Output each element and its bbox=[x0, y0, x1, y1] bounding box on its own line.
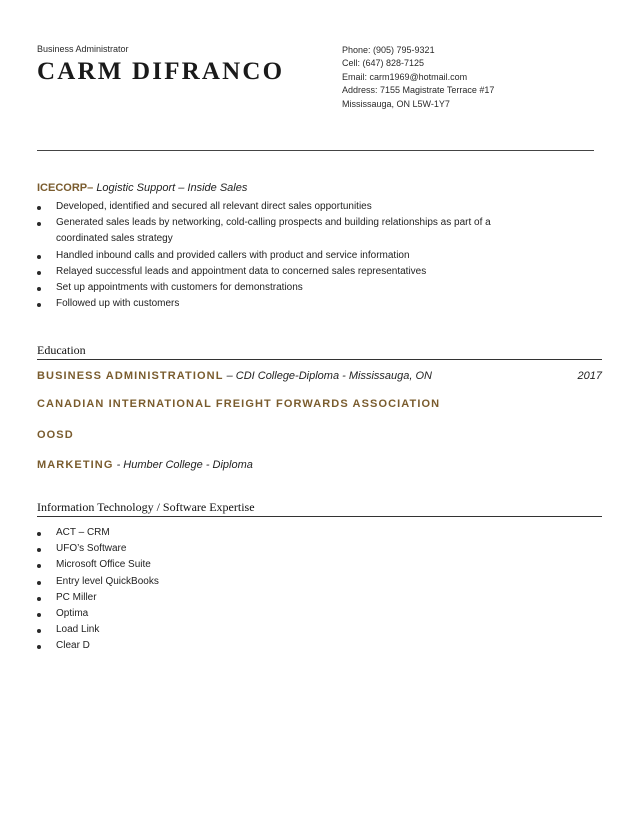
list-item bbox=[37, 638, 337, 654]
education-program: OOSD bbox=[37, 429, 74, 441]
job-subtitle: Business Administrator bbox=[37, 44, 129, 54]
contact-city: Mississauga, ON L5W-1Y7 bbox=[342, 98, 450, 109]
skill-text: Optima bbox=[56, 608, 89, 620]
bullet-icon bbox=[37, 613, 41, 617]
education-item bbox=[37, 370, 602, 382]
education-program: CANADIAN INTERNATIONAL FREIGHT FORWARDS ASSOCIATION bbox=[37, 398, 441, 410]
bullet-icon bbox=[37, 532, 41, 536]
bullet-icon bbox=[37, 222, 41, 226]
list-item bbox=[37, 525, 337, 541]
list-item bbox=[37, 574, 337, 590]
bullet-icon bbox=[37, 287, 41, 291]
bullet-icon bbox=[37, 564, 41, 568]
bullet-text: Relayed successful leads and appointment data to concerned sales representatives bbox=[56, 265, 427, 277]
contact-email: Email: carm1969@hotmail.com bbox=[342, 71, 468, 82]
list-item bbox=[37, 215, 537, 247]
education-program: MARKETING bbox=[37, 459, 114, 471]
contact-address: Address: 7155 Magistrate Terrace #17 bbox=[342, 85, 495, 96]
education-detail: – CDI College-Diploma - Mississauga, ON bbox=[223, 370, 432, 382]
skill-text: ACT – CRM bbox=[56, 527, 110, 538]
bullet-icon bbox=[37, 548, 41, 552]
list-item bbox=[37, 622, 337, 638]
education-program: BUSINESS ADMINISTRATIONL bbox=[37, 370, 224, 382]
contact-cell: Cell: (647) 828-7125 bbox=[342, 58, 425, 69]
it-heading: Information Technology / Software Expertise bbox=[37, 500, 602, 517]
education-year: 2017 bbox=[577, 370, 602, 382]
list-item bbox=[37, 590, 337, 606]
bullet-icon bbox=[37, 255, 41, 259]
company-separator: – bbox=[87, 182, 97, 194]
bullet-icon bbox=[37, 629, 41, 633]
it-skills-list bbox=[37, 525, 337, 655]
skill-text: Microsoft Office Suite bbox=[56, 559, 151, 571]
experience-bullets bbox=[37, 199, 537, 312]
bullet-text: Set up appointments with customers for demonstrations bbox=[56, 282, 303, 294]
bullet-icon bbox=[37, 303, 41, 307]
skill-text: Load Link bbox=[56, 624, 100, 636]
bullet-text: Developed, identified and secured all relevant direct sales opportunities bbox=[56, 201, 372, 212]
education-item bbox=[37, 429, 602, 441]
bullet-icon bbox=[37, 271, 41, 275]
skill-text: Clear D bbox=[56, 640, 90, 652]
bullet-text: Handled inbound calls and provided callers with product and service information bbox=[56, 249, 410, 261]
job-role: Logistic Support – Inside Sales bbox=[96, 182, 248, 194]
list-item bbox=[37, 248, 537, 264]
list-item bbox=[37, 264, 537, 280]
bullet-icon bbox=[37, 581, 41, 585]
list-item bbox=[37, 557, 337, 573]
skill-text: PC Miller bbox=[56, 591, 97, 603]
list-item bbox=[37, 606, 337, 622]
company-name: ICECORP bbox=[37, 182, 88, 194]
bullet-text: Followed up with customers bbox=[56, 298, 180, 310]
contact-phone: Phone: (905) 795-9321 bbox=[342, 45, 435, 55]
list-item bbox=[37, 280, 537, 296]
contact-block bbox=[342, 44, 494, 111]
bullet-icon bbox=[37, 597, 41, 601]
bullet-icon bbox=[37, 645, 41, 649]
header-divider bbox=[37, 150, 594, 151]
education-heading: Education bbox=[37, 343, 602, 360]
list-item bbox=[37, 541, 337, 557]
education-item bbox=[37, 398, 602, 410]
education-detail: - Humber College - Diploma bbox=[113, 459, 253, 471]
list-item bbox=[37, 199, 537, 215]
education-item bbox=[37, 459, 602, 471]
candidate-name: CARM DIFRANCO bbox=[37, 58, 285, 85]
skill-text: UFO’s Software bbox=[56, 543, 127, 555]
bullet-text: Generated sales leads by networking, cold-calling prospects and building relationships as part of a coordinated sales strategy bbox=[56, 217, 491, 245]
experience-title bbox=[37, 182, 247, 194]
skill-text: Entry level QuickBooks bbox=[56, 575, 159, 587]
bullet-icon bbox=[37, 206, 41, 210]
list-item bbox=[37, 296, 537, 312]
